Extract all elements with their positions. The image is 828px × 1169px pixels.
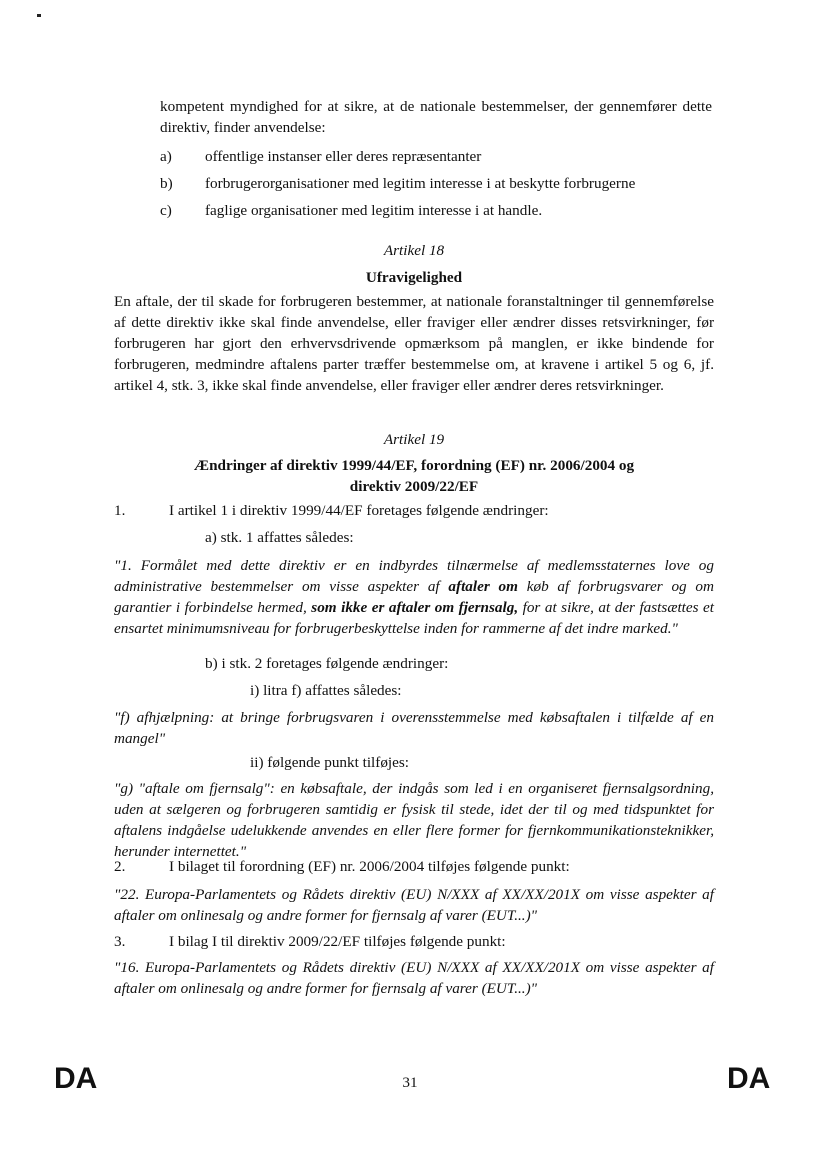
quote-bold-text: aftaler om	[448, 578, 518, 595]
language-code-right: DA	[727, 1062, 771, 1095]
paragraph-2	[114, 856, 714, 877]
quote-point-16: "16. Europa-Parlamentets og Rådets direktiv (EU) N/XXX af XX/XX/201X om visse aspekter af aftaler om onlinesalg og andre former for fjernsalg af varer (EUT...)"	[114, 959, 714, 997]
page-number: 31	[402, 1074, 418, 1091]
quote-bold-text: som ikke er aftaler om fjernsalg,	[311, 599, 519, 616]
paragraph-number: 3.	[114, 933, 126, 950]
list-text: faglige organisationer med legitim interesse i at handle.	[205, 202, 543, 219]
list-item	[160, 146, 720, 173]
article-19-heading: Artikel 19	[383, 431, 445, 448]
paragraph-3	[114, 931, 714, 952]
list-text: offentlige instanser eller deres repræsentanter	[205, 148, 482, 165]
paragraph-number: 1.	[114, 502, 126, 519]
article-18-body: En aftale, der til skade for forbrugeren bestemmer, at nationale foranstaltninger til gennemførelse af dette direktiv ikke skal finde anvendelse, eller fraviger eller ændrer disses retsvirkninger, før forbrugeren har gjort den erhvervsdrivende opmærksom på manglen, er ikke bindende for forbrugeren, medmindre aftalens parter træffer bestemmelse om, at kravene i artikel 5 og 6, jf. artikel 4, stk. 3, ikke skal finde anvendelse, eller fraviger eller ændrer deres retsvirkninger.	[114, 293, 714, 394]
paragraph-number: 2.	[114, 858, 126, 875]
intro-list	[160, 146, 720, 227]
paragraph-text: I bilaget til forordning (EF) nr. 2006/2004 tilføjes følgende punkt:	[169, 858, 570, 875]
language-code-left: DA	[54, 1062, 98, 1095]
point-b-intro: b) i stk. 2 foretages følgende ændringer:	[205, 655, 449, 672]
point-a-intro: a) stk. 1 affattes således:	[205, 529, 354, 546]
quote-text: køb af forbrugsvarer og om garantier i forbindelse hermed,	[114, 578, 714, 616]
quote-point-22: "22. Europa-Parlamentets og Rådets direktiv (EU) N/XXX af XX/XX/201X om visse aspekter af aftaler om onlinesalg og andre former for fjernsalg af varer (EUT...)"	[114, 886, 714, 924]
paragraph-1	[114, 500, 714, 521]
scan-speck	[37, 14, 41, 17]
article-18-title: Ufravigelighed	[365, 269, 463, 286]
quote-stk1	[114, 555, 714, 639]
paragraph-text: I artikel 1 i direktiv 1999/44/EF foretages følgende ændringer:	[169, 502, 549, 519]
list-text: forbrugerorganisationer med legitim interesse i at beskytte forbrugerne	[205, 175, 636, 192]
quote-text: "1. Formålet med dette direktiv er en indbyrdes tilnærmelse af medlemsstaternes love og administrative bestemmelser om visse aspekter af	[114, 557, 714, 595]
article-19-title	[114, 455, 714, 497]
point-b-ii-intro: ii) følgende punkt tilføjes:	[250, 754, 410, 771]
paragraph-text: I bilag I til direktiv 2009/22/EF tilføjes følgende punkt:	[169, 933, 506, 950]
list-item	[160, 200, 720, 227]
quote-text: for at sikre, at der fastsættes et ensartet minimumsniveau for forbrugerbeskyttelse inden for rammerne af det indre marked."	[114, 599, 714, 637]
article-19-title-line2: direktiv 2009/22/EF	[349, 478, 479, 495]
list-marker: b)	[160, 175, 173, 192]
article-19-title-line1: Ændringer af direktiv 1999/44/EF, forordning (EF) nr. 2006/2004 og	[193, 457, 635, 474]
point-b-i-intro: i) litra f) affattes således:	[250, 682, 402, 699]
quote-litra-g: "g) "aftale om fjernsalg": en købsaftale, der indgås som led i en organiseret fjernsalgsordning, uden at sælgeren og forbrugeren samtidig er fysisk til stede, idet der til og med tidspunktet for aftalens indgåelse udelukkende anvendes en eller flere former for fjernkommunikationsteknikker, herunder internettet."	[114, 780, 714, 860]
article-18-heading: Artikel 18	[383, 242, 445, 259]
list-marker: c)	[160, 202, 172, 219]
quote-litra-f: "f) afhjælpning: at bringe forbrugsvaren i overensstemmelse med købsaftalen i tilfælde af en mangel"	[114, 709, 714, 747]
intro-paragraph: kompetent myndighed for at sikre, at de nationale bestemmelser, der gennemfører dette direktiv, finder anvendelse:	[160, 98, 712, 136]
list-marker: a)	[160, 148, 172, 165]
list-item	[160, 173, 720, 200]
